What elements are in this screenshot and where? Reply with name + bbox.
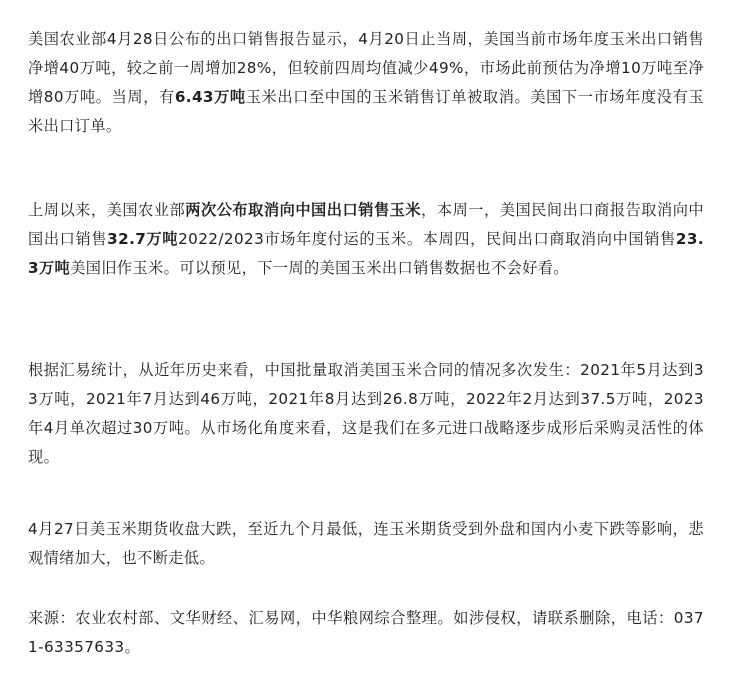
paragraph-futures-market [28, 515, 704, 573]
text-run: 2022/2023市场年度付运的玉米。本周四，民间出口商取消向中国销售 [178, 230, 676, 248]
text-run: ，本周一，美国民间出口商报告取消向中国出口销售 [28, 201, 705, 248]
text-run: 上周以来，美国农业部 [28, 201, 186, 219]
bold-text-run: 两次公布取消向中国出口销售玉米 [185, 201, 422, 219]
text-run: 玉米出口至中国的玉米销售订单被取消。美国下一市场年度没有玉米出口订单。 [28, 88, 704, 135]
text-run: 4月27日美玉米期货收盘大跌，至近九个月最低，连玉米期货受到外盘和国内小麦下跌等影响，悲观情绪加大，也不断走低。 [28, 520, 704, 567]
bold-text-run: 32.7万吨 [107, 230, 179, 248]
text-run: 美国旧作玉米。可以预见，下一周的美国玉米出口销售数据也不会好看。 [70, 259, 569, 277]
paragraph-source-note [28, 604, 704, 662]
paragraph-cancellations [28, 196, 704, 283]
bold-text-run: 6.43万吨 [174, 88, 246, 106]
text-run: 根据汇易统计，从近年历史来看，中国批量取消美国玉米合同的情况多次发生：2021年5月达到33万吨，2021年7月达到46万吨，2021年8月达到26.8万吨，2022年2月达到37.5万吨，2023年4月单次超过30万吨。从市场化角度来看，这是我们在多元进口战略逐步成形后采购灵活性的体现。 [28, 361, 704, 466]
paragraph-historical-statistics [28, 356, 704, 472]
bold-text-run: 23.3万吨 [28, 230, 704, 277]
text-run: 美国农业部4月28日公布的出口销售报告显示，4月20日止当周，美国当前市场年度玉米出口销售净增40万吨，较之前一周增加28%，但较前四周均值减少49%，市场此前预估为净增10万吨至净增80万吨。当周，有 [28, 30, 704, 106]
text-run: 来源：农业农村部、文华财经、汇易网，中华粮网综合整理。如涉侵权，请联系删除，电话：0371-63357633。 [28, 609, 704, 656]
paragraph-export-sales-report [28, 25, 704, 141]
